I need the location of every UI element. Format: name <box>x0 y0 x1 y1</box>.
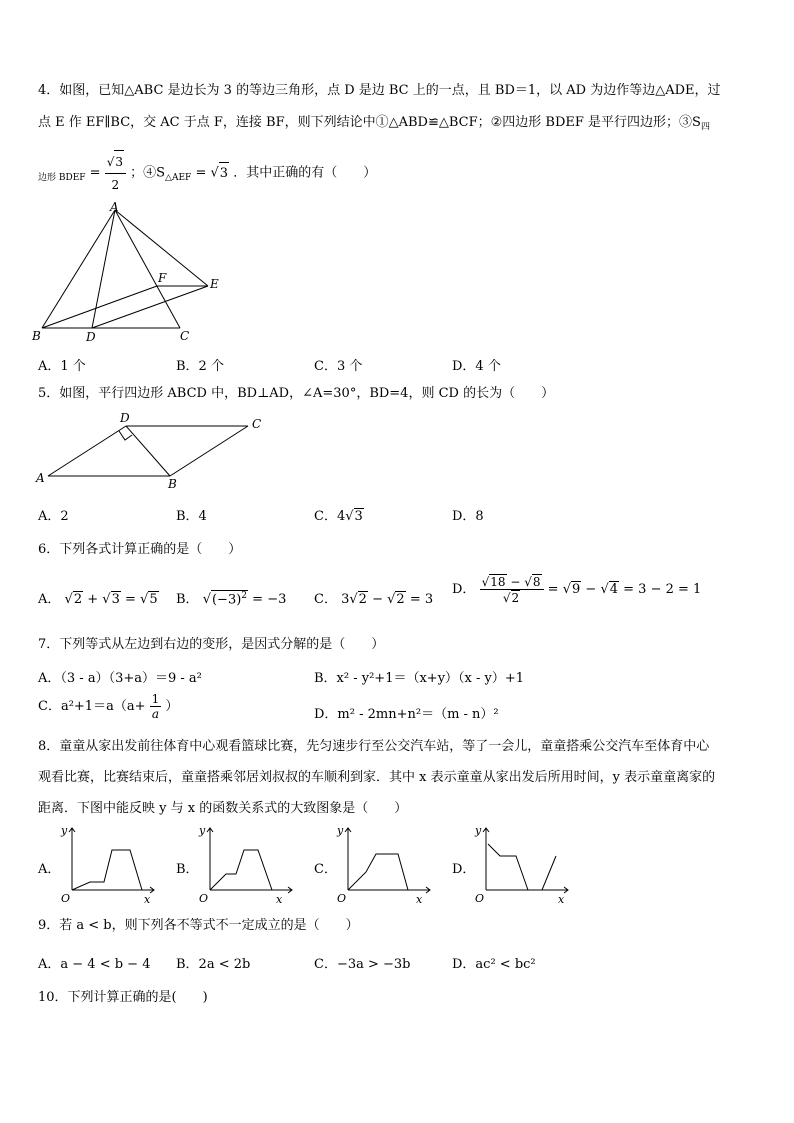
q5-option-a[interactable]: A．2 <box>38 509 69 524</box>
q4-stem-line1: 4．如图，已知△ABC 是边长为 3 的等边三角形，点 D 是边 BC 上的一点，且 BD＝1，以 AD 为边作等边△ADE，过 <box>38 83 721 98</box>
q7-option-a[interactable]: A．（3 - a）（3+a）＝9 - a² <box>38 671 202 686</box>
q8-option-d-label[interactable]: D． <box>452 862 476 877</box>
q6-stem: 6．下列各式计算正确的是（ ） <box>38 542 242 557</box>
q8-b-origin: O <box>199 892 209 905</box>
q6-d-eq: = <box>547 582 559 597</box>
q7-c-den: a <box>151 707 159 721</box>
q6-b-label: B． <box>176 592 199 607</box>
q9-option-c[interactable]: C．−3a > −3b <box>314 957 411 972</box>
q8-option-b-label[interactable]: B． <box>176 862 199 877</box>
q4-line3-eq2: = <box>195 165 207 181</box>
q6-d-fraction: $\frac{√18 - √8}{√2}$ <box>480 574 544 605</box>
q5-label-c: C <box>252 417 262 431</box>
q6-a-rad2: 3 <box>111 592 120 607</box>
q4-line3-sub2: △AEF <box>165 173 192 184</box>
q6-a-rad1: 2 <box>73 592 83 607</box>
q4-label-b: B <box>32 329 41 343</box>
q7-stem: 7．下列等式从左边到右边的变形，是因式分解的是（ ） <box>38 637 385 652</box>
q4-line3-tail: ．其中正确的有（ ） <box>233 165 377 181</box>
q8-a-origin: O <box>61 892 71 905</box>
q4-option-b[interactable]: B．2 个 <box>176 359 224 374</box>
q8-d-x-label: x <box>558 893 565 906</box>
q8-d-origin: O <box>475 892 485 905</box>
q4-label-e: E <box>210 277 219 291</box>
q9-option-b[interactable]: B．2a < 2b <box>176 957 251 972</box>
q6-d-label: D． <box>452 582 476 597</box>
q7-c-pre: C．a²+1＝a（a+ <box>38 699 146 714</box>
q7-c-num: 1 <box>151 692 160 706</box>
q4-line3-sub: 边形 BDEF <box>38 173 86 184</box>
q8-graph-d[interactable] <box>472 822 572 908</box>
q8-d-y-label: y <box>475 824 482 837</box>
q4-option-a[interactable]: A．1 个 <box>38 359 86 374</box>
q6-a-label: A． <box>38 592 61 607</box>
q6-a-plus: + <box>87 592 99 607</box>
q4-line3-rad2: 3 <box>219 162 229 185</box>
q10-stem: 10．下列计算正确的是( ) <box>38 990 208 1005</box>
q6-b-res: = −3 <box>252 592 287 607</box>
q8-option-a-label[interactable]: A． <box>38 862 61 877</box>
q6-c-label: C． <box>314 592 337 607</box>
q8-stem-line1: 8．童童从家出发前往体育中心观看篮球比赛，先匀速步行至公交汽车站，等了一会儿，童童搭乘公交汽车至体育中心 <box>38 739 710 754</box>
q6-d-r1: 9 <box>571 582 581 597</box>
q6-c-rad1: 2 <box>358 592 367 607</box>
q5-option-b[interactable]: B．4 <box>176 509 207 524</box>
q7-option-c[interactable] <box>38 692 178 721</box>
q5-label-a: A <box>36 471 45 485</box>
q4-line2-text: 点 E 作 EF∥BC，交 AC 于点 F，连接 BF，则下列结论中①△ABD≌△BCF；②四边形 BDEF 是平行四边形；③S <box>38 115 701 130</box>
q8-stem-line2: 观看比赛，比赛结束后，童童搭乘邻居刘叔叔的车顺利到家．其中 x 表示童童从家出发后所用时间，y 表示童童离家的 <box>38 770 716 785</box>
q8-a-x-label: x <box>144 893 151 906</box>
q8-option-c-label[interactable]: C． <box>314 862 337 877</box>
q7-c-fraction <box>150 692 162 721</box>
q9-stem: 9．若 a < b，则下列各不等式不一定成立的是（ ） <box>38 918 359 933</box>
q8-graph-a[interactable] <box>58 822 158 908</box>
q4-label-c: C <box>180 329 190 343</box>
q6-a-rad3: 5 <box>149 592 158 607</box>
q6-b-inner: (−3) <box>211 592 242 607</box>
q7-c-post: ） <box>165 699 179 714</box>
q6-c-minus: − <box>372 592 383 607</box>
q6-d-n1: 18 <box>490 575 506 589</box>
q5-label-d: D <box>120 411 130 425</box>
q6-c-rad2: 2 <box>396 592 405 607</box>
q5-option-c[interactable]: C．4√3 <box>314 509 363 524</box>
q9-option-a[interactable]: A．a − 4 < b − 4 <box>38 957 151 972</box>
q4-label-f: F <box>158 271 167 285</box>
q4-stem-line3: $_{边形 BDEF}$ = $\frac{√3}{2}$ ；$④S_{\triangle AEF} = √3$ ．其中正确的有（ ） <box>38 150 376 196</box>
q7-option-d[interactable]: D．m² - 2mn+n²＝（m - n）² <box>314 707 499 722</box>
q6-b-sup: 2 <box>241 590 248 601</box>
q4-stem-line2 <box>38 114 710 137</box>
q4-triangle-figure <box>30 198 230 348</box>
q5-option-d[interactable]: D．8 <box>452 509 484 524</box>
q5-stem: 5．如图，平行四边形 ABCD 中，BD⊥AD，∠A=30°，BD=4，则 CD 的长为（ ） <box>38 386 555 401</box>
q4-label-d: D <box>86 330 96 344</box>
q6-c-pre: 3 <box>341 592 350 607</box>
q4-fraction: $\frac{√3}{2}$ <box>105 150 126 196</box>
q4-frac-num: 3 <box>114 150 124 173</box>
q5-option-c-text: C．4 <box>314 509 346 524</box>
q8-stem-line3: 距离．下图中能反映 y 与 x 的函数关系式的大致图象是（ ） <box>38 801 408 816</box>
q6-option-d[interactable]: D． $\frac{√18 - √8}{√2}$ = √9 − √4 = 3 − 2 = 1 <box>452 575 702 605</box>
q6-d-rm: − <box>585 582 597 597</box>
q8-graph-c[interactable] <box>334 822 434 908</box>
q4-option-d[interactable]: D．4 个 <box>452 359 501 374</box>
q8-c-x-label: x <box>416 893 423 906</box>
q4-label-a: A <box>110 200 119 214</box>
q6-d-n2: 8 <box>532 575 541 589</box>
q6-option-c[interactable]: C． 3√2 − √2 = 3 <box>314 592 434 607</box>
q5-label-b: B <box>168 477 177 490</box>
q6-d-res: = 3 − 2 = 1 <box>623 582 702 597</box>
q4-option-c[interactable]: C．3 个 <box>314 359 363 374</box>
q8-b-y-label: y <box>199 824 206 837</box>
q8-graph-b[interactable] <box>196 822 296 908</box>
q6-a-eq: = <box>124 592 136 607</box>
q8-c-y-label: y <box>337 824 344 837</box>
q5-option-c-rad: 3 <box>354 509 363 524</box>
q4-frac-den: 2 <box>111 178 120 192</box>
q6-d-nm: − <box>510 575 521 589</box>
q8-c-origin: O <box>337 892 347 905</box>
q9-option-d[interactable]: D．ac² < bc² <box>452 957 536 972</box>
q7-option-b[interactable]: B．x² - y²+1＝（x+y）（x - y）+1 <box>314 671 525 686</box>
q5-parallelogram-figure <box>30 410 270 490</box>
q4-line3-mid: ；④S <box>130 165 166 181</box>
q8-b-x-label: x <box>276 893 283 906</box>
q4-line2-sub: 四 <box>700 122 710 133</box>
q6-d-den: 2 <box>511 591 520 605</box>
q8-a-y-label: y <box>61 824 68 837</box>
q6-option-b[interactable]: B． $√(-3)^2 = -3$ <box>176 590 287 607</box>
q4-line3-eq: = <box>89 165 101 181</box>
q6-d-r2: 4 <box>609 582 619 597</box>
q6-c-res: = 3 <box>409 592 434 607</box>
q6-option-a[interactable]: A． √2 + √3 = √5 <box>38 592 158 607</box>
